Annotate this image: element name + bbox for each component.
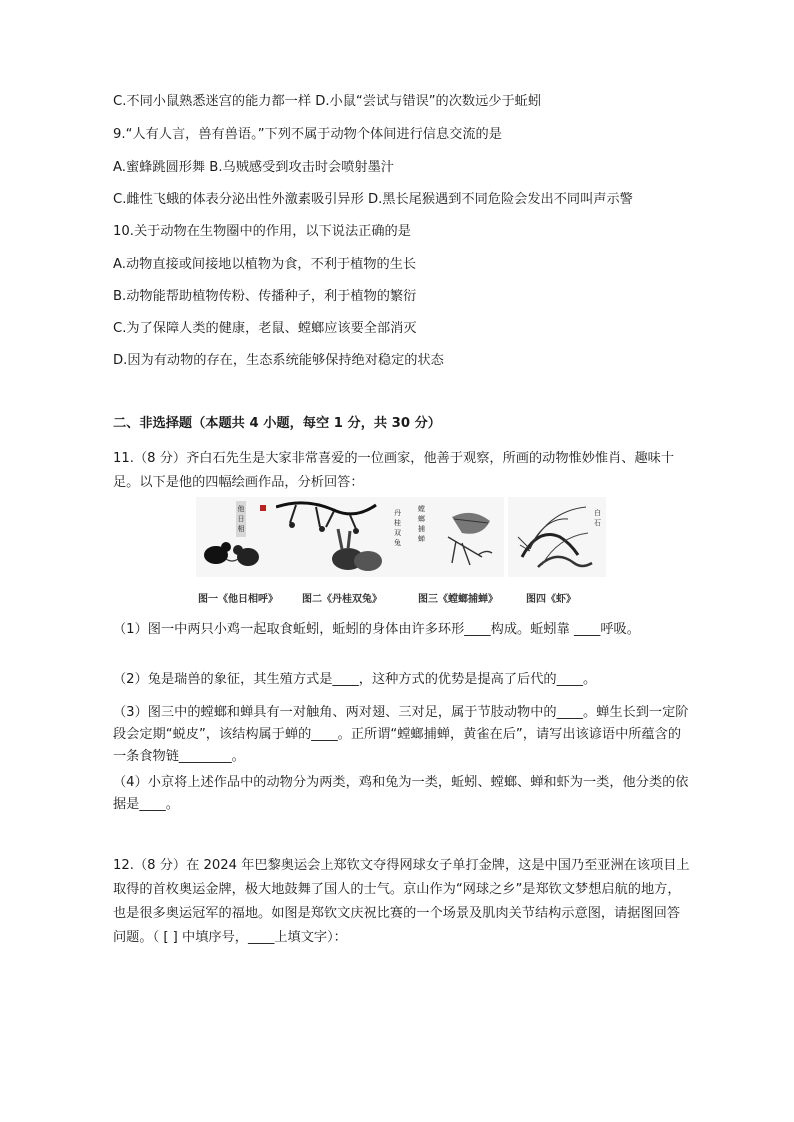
q11-figures [196, 497, 606, 607]
svg-text:石: 石 [594, 519, 601, 527]
q10-stem: 10.关于动物在生物圈中的作用，以下说法正确的是 [113, 224, 411, 239]
q10-option-d: D.因为有动物的存在，生态系统能够保持绝对稳定的状态 [113, 353, 444, 368]
q10-option-b: B.动物能帮助植物传粉、传播种子，利于植物的繁衍 [113, 289, 417, 304]
figure-1-chicks [196, 497, 284, 577]
figure-4-caption: 图四《虾》 [526, 594, 576, 605]
section-heading: 二、非选择题（本题共 4 小题，每空 1 分，共 30 分） [113, 416, 441, 431]
figure-2-rabbits [276, 497, 418, 577]
svg-text:蝉: 蝉 [418, 535, 425, 543]
q11-sub4: （4）小京将上述作品中的动物分为两类，鸡和兔为一类，蚯蚓、螳螂、蝉和虾为一类，他分类的依据是____。 [113, 775, 689, 812]
figure-3-caption: 图三《螳螂捕蝉》 [418, 594, 498, 605]
svg-text:他: 他 [237, 505, 245, 513]
svg-text:兔: 兔 [394, 539, 401, 547]
svg-text:白: 白 [594, 509, 601, 517]
svg-text:螂: 螂 [418, 515, 425, 523]
q9-stem: 9.“人有人言，兽有兽语。”下列不属于动物个体间进行信息交流的是 [113, 127, 502, 142]
q12-stem: 12.（8 分）在 2024 年巴黎奥运会上郑钦文夺得网球女子单打金牌，这是中国乃至亚洲在该项目上取得的首枚奥运金牌，极大地鼓舞了国人的士气。京山作为“网球之乡”是郑钦文梦想启航的地方，也是很多奥运冠军的福地。如图是郑钦文庆祝比赛的一个场景及肌肉关节结构示意图，请据图回答问题。（ [ ] 中填序号，____上填文字）： [113, 858, 690, 945]
q9-options-ab: A.蜜蜂跳圆形舞 B.乌贼感受到攻击时会喷射墨汁 [113, 160, 394, 175]
svg-text:日: 日 [237, 515, 245, 523]
figure-2-caption: 图二《丹桂双兔》 [302, 594, 382, 605]
q9-options-cd: C.雌性飞蛾的体表分泌出性外激素吸引异形 D.黑长尾猴遇到不同危险会发出不同叫声示警 [113, 192, 633, 207]
svg-text:桂: 桂 [394, 519, 401, 527]
svg-text:捕: 捕 [418, 525, 425, 533]
q11-sub1: （1）图一中两只小鸡一起取食蚯蚓，蚯蚓的身体由许多环形____构成。蚯蚓靠 ____呼吸。 [113, 622, 640, 637]
figure-4-shrimp [508, 497, 606, 577]
figure-1-caption: 图一《他日相呼》 [198, 594, 278, 605]
figure-3-mantis-cicada [412, 497, 504, 577]
q11-sub2: （2）兔是瑞兽的象征，其生殖方式是____，这种方式的优势是提高了后代的____。 [113, 672, 597, 687]
q8-options-cd: C.不同小鼠熟悉迷宫的能力都一样 D.小鼠“尝试与错误”的次数远少于蚯蚓 [113, 94, 542, 109]
q10-option-c: C.为了保障人类的健康，老鼠、螳螂应该要全部消灭 [113, 321, 417, 336]
svg-text:双: 双 [394, 529, 401, 537]
svg-text:螳: 螳 [418, 505, 425, 513]
svg-text:相: 相 [237, 525, 245, 533]
q11-stem: 11.（8 分）齐白石先生是大家非常喜爱的一位画家，他善于观察，所画的动物惟妙惟肖、趣味十足。以下是他的四幅绘画作品，分析回答： [113, 451, 675, 490]
svg-text:丹: 丹 [394, 509, 401, 517]
q11-sub3: （3）图三中的螳螂和蝉具有一对触角、两对翅、三对足，属于节肢动物中的____。蝉生长到一定阶段会定期“蜕皮”，该结构属于蝉的____。正所谓“螳螂捕蝉，黄雀在后”，请写出该谚语中所蕴含的一条食物链________。 [113, 705, 689, 764]
q10-option-a: A.动物直接或间接地以植物为食，不利于植物的生长 [113, 257, 417, 272]
